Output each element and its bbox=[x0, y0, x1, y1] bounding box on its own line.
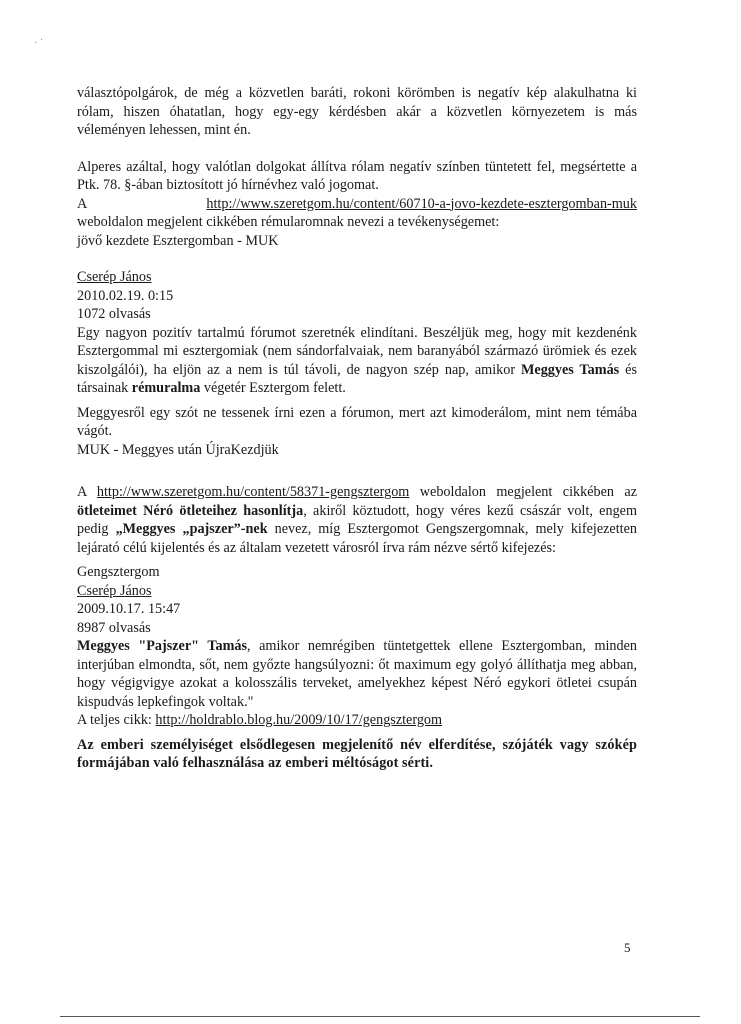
paragraph-1: választópolgárok, de még a közvetlen baráti, rokoni körömben is negatív kép alakulhatna ki rólam, hiszen óhatatlan, hogy egy-egy kérdésben akár a közvetlen környezetem is más véleményen lehessen, mint én. bbox=[77, 85, 637, 138]
article-2-full-link-line: A teljes cikk: http://holdrablo.blog.hu/2009/10/17/gengsztergom bbox=[77, 712, 443, 728]
article-1-sign: MUK - Meggyes után ÚjraKezdjük bbox=[77, 441, 279, 458]
article-1-date: 2010.02.19. 0:15 bbox=[77, 287, 174, 304]
link-gengsztergom[interactable]: http://www.szeretgom.hu/content/58371-gengsztergom bbox=[96, 484, 410, 500]
article-1-author-link[interactable]: Cserép János bbox=[77, 269, 152, 285]
paragraph-3-title: jövő kezdete Esztergomban - MUK bbox=[77, 232, 279, 249]
article-2-date: 2009.10.17. 15:47 bbox=[77, 601, 181, 617]
article-1-body: Egy nagyon pozitív tartalmú fórumot szeretnék elindítani. Beszéljük meg, hogy mit kezdenénk Esztergommal mi esztergomiak (nem sándorfalvaiak, nem baranyából származó ürömiek és ezek kiszolgálói), ha eljön az a nem is túl távoli, de nagyon szép nap, amikor Meggyes Tamás és társainak rémuralma végetér Esztergom felett. bbox=[77, 324, 637, 396]
page-content bbox=[77, 84, 637, 773]
page-number: 5 bbox=[624, 940, 631, 955]
article-2-reads: 8987 olvasás bbox=[77, 619, 151, 636]
bold-name: Meggyes Tamás bbox=[521, 361, 620, 378]
paragraph-3-prefix: A bbox=[77, 195, 88, 212]
link-holdrablo[interactable]: http://holdrablo.blog.hu/2009/10/17/gengsztergom bbox=[155, 712, 443, 728]
article-2-author-link[interactable]: Cserép János bbox=[77, 582, 152, 599]
paragraph-3-rest: weboldalon megjelent cikkében rémularomnak nevezi a tevékenységemet: bbox=[77, 214, 500, 230]
article-2-body: Meggyes "Pajszer" Tamás, amikor nemrégiben tüntetgettek ellene Esztergomban, minden interjúban elmondta, sőt, nem győzte hangsúlyozni: őt maximum egy golyó állíthatja meg abban, hogy végigvigye azokat a kolosszális terveket, amelyekhez képest Néró egykori ötletei csupán kispudvás lepkefingok voltak." bbox=[77, 638, 637, 710]
footer-divider bbox=[60, 1016, 700, 1017]
paragraph-4: A http://www.szeretgom.hu/content/58371-gengsztergom weboldalon megjelent cikkében az ötleteimet Néró ötleteihez hasonlítja, akiről köztudott, hogy véres kezű császár volt, engem pedig „Meggyes „pajszer”-nek nevez, míg Esztergomot Gengszergomnak, mely kifejezetten lejárató célú kijelentés és az általam vezetett városról írva rám nézve sértő kifejezés: bbox=[77, 484, 638, 556]
paragraph-3-url-line bbox=[77, 195, 637, 214]
article-2-title: Gengsztergom bbox=[77, 564, 160, 580]
final-statement: Az emberi személyiséget elsődlegesen megjelenítő név elferdítése, szójáték vagy szókép formájában való felhasználása az emberi méltóságot sérti. bbox=[77, 736, 637, 771]
bold-remuralma: rémuralma bbox=[131, 380, 201, 396]
article-1-reads: 1072 olvasás bbox=[77, 306, 151, 322]
article-1-body-2: Meggyesről egy szót ne tessenek írni ezen a fórumon, mert azt kimoderálom, mint nem témába vágót. bbox=[77, 404, 637, 439]
paragraph-2: Alperes azáltal, hogy valótlan dolgokat állítva rólam negatív színben tüntetett fel, megsértette a Ptk. 78. §-ában biztosított jó hírnévhez való jogomat. bbox=[77, 158, 637, 193]
scan-mark: · ˙ bbox=[34, 38, 44, 49]
link-jovo-kezdete[interactable]: http://www.szeretgom.hu/content/60710-a-jovo-kezdete-esztergomban-muk bbox=[206, 195, 637, 212]
